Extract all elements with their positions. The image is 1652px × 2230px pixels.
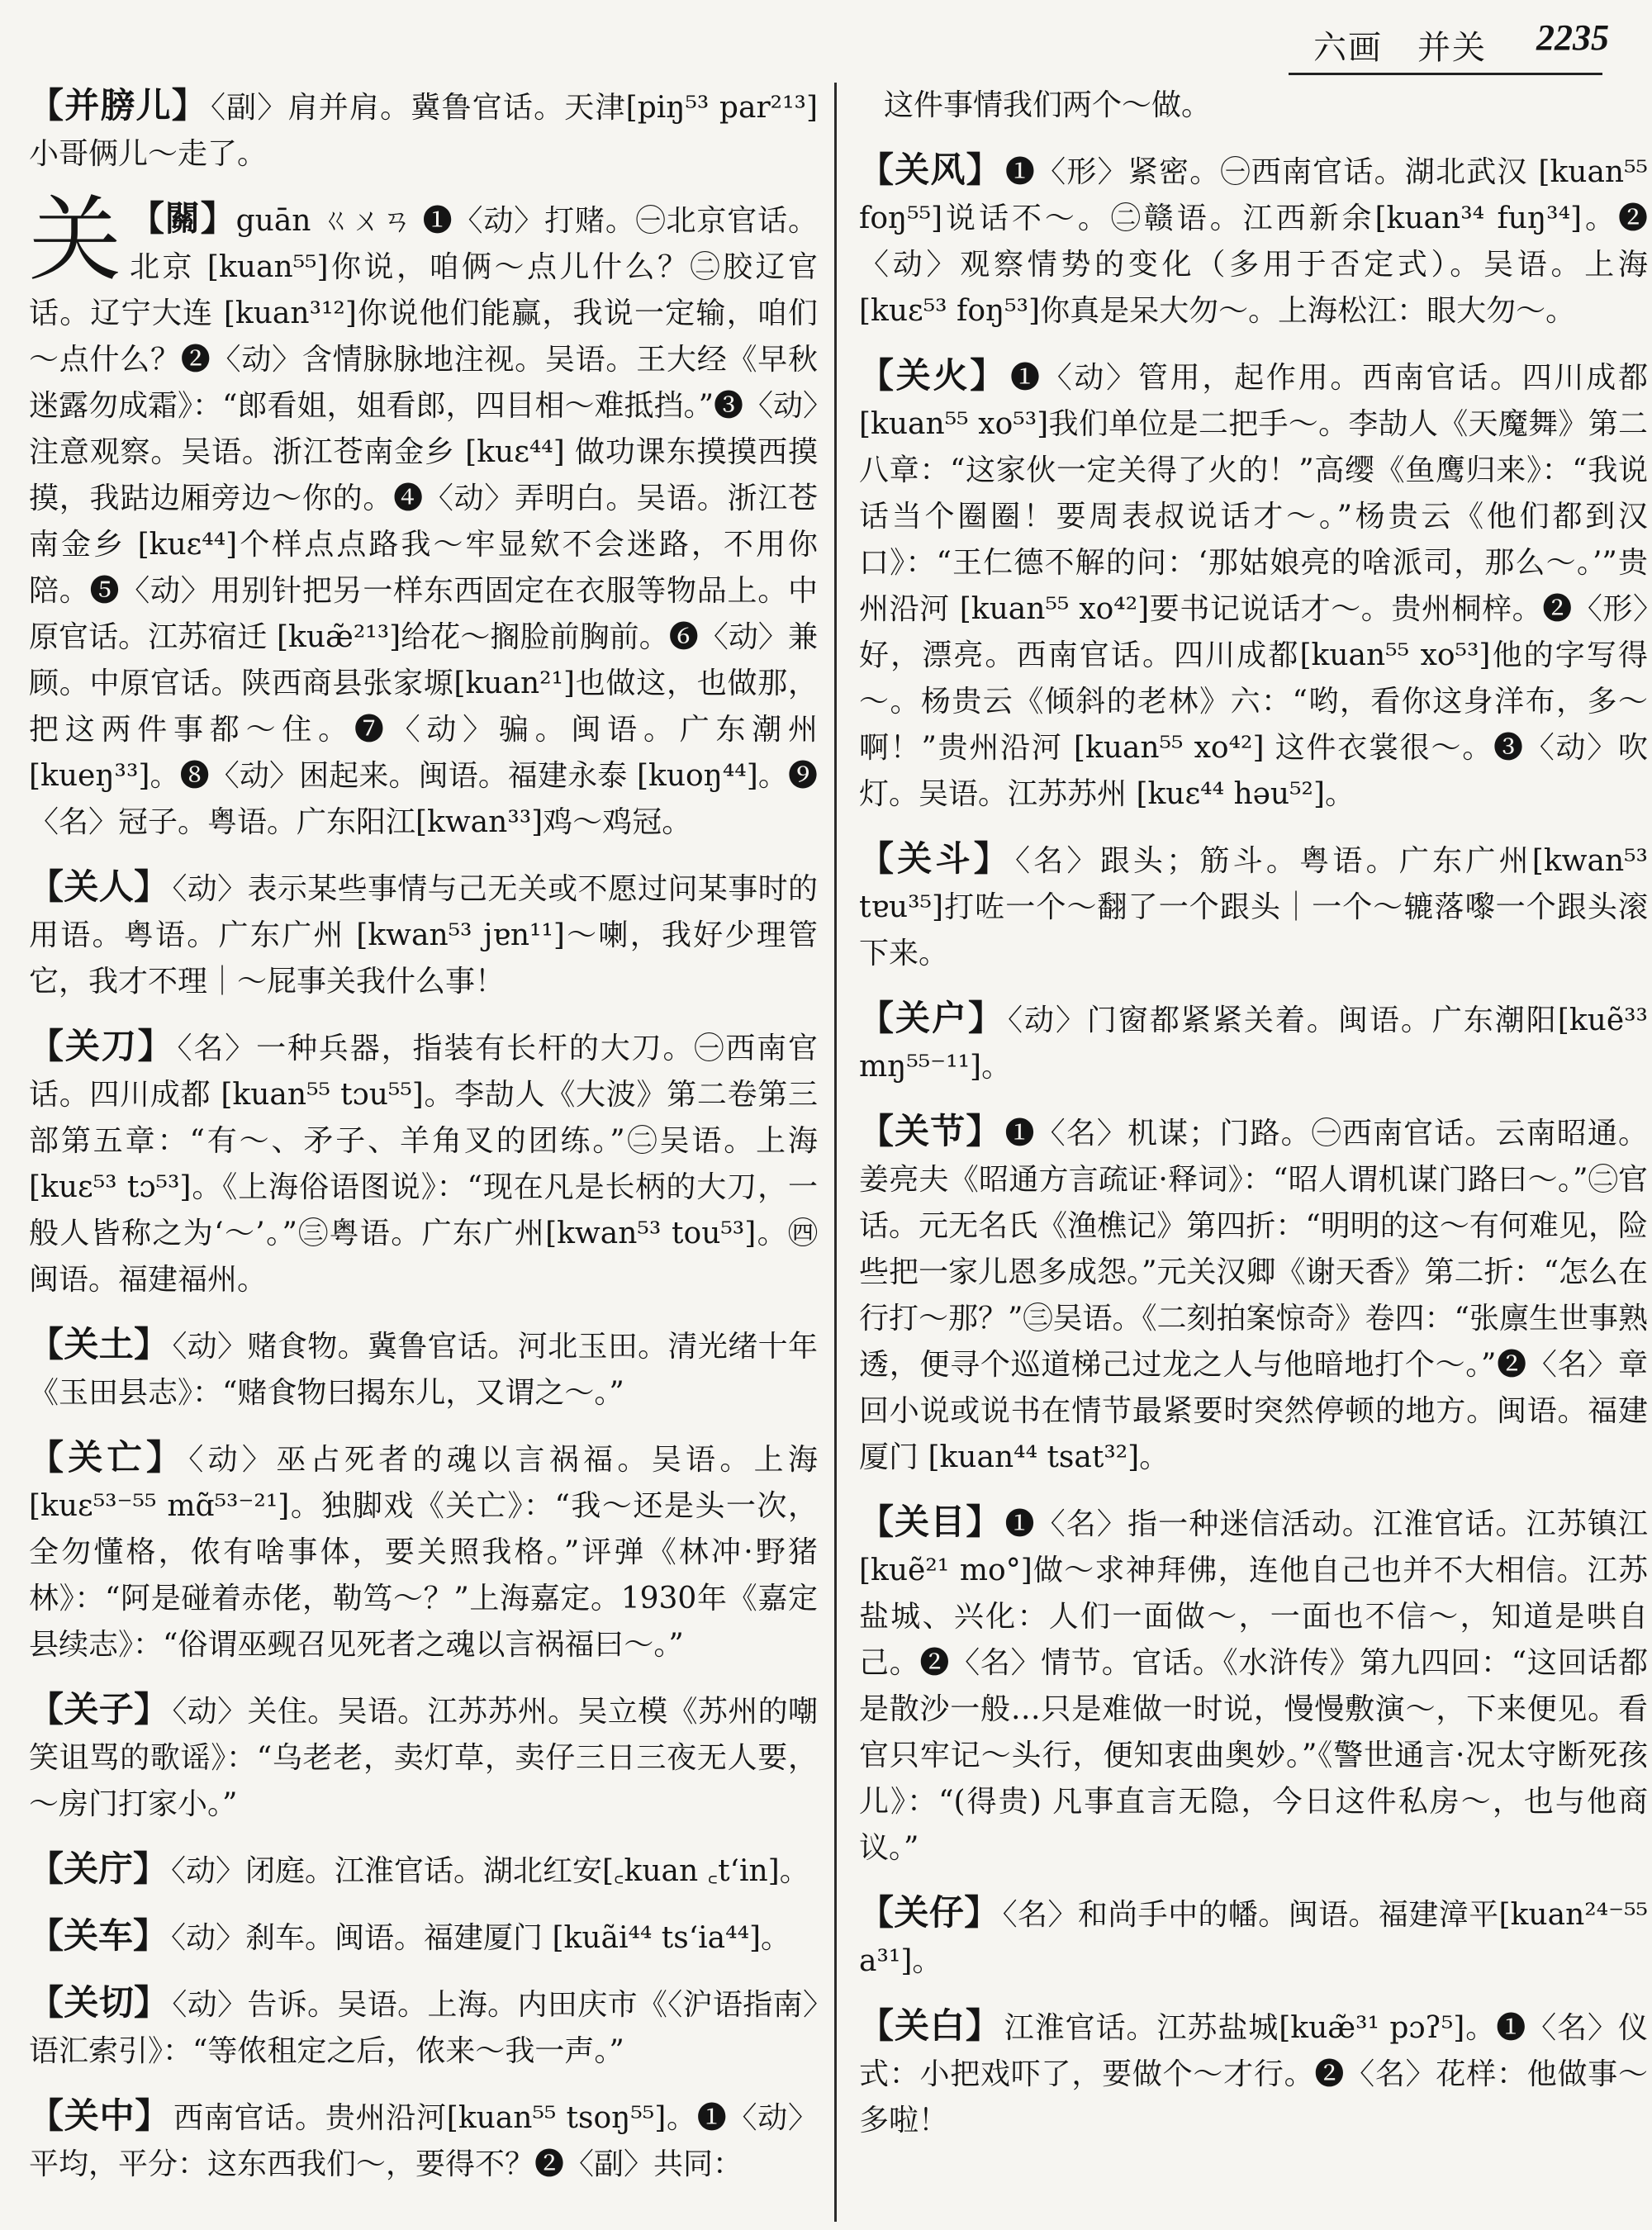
dictionary-entry bbox=[859, 147, 1648, 334]
entry-definition: 〈名〉跟头；筋斗。粤语。广东广州[kwan⁵³ tɐu³⁵]打咗一个～翻了一个跟头｜一个～辘落嚟一个跟头滚下来。 bbox=[859, 844, 1648, 970]
left-column bbox=[29, 83, 818, 2222]
dictionary-entry bbox=[29, 1023, 818, 1303]
entry-definition: 〈名〉一种兵器，指装有长杆的大刀。㊀西南官话。四川成都 [kuan⁵⁵ tɔu⁵⁵]。李劼人《大波》第二卷第三部第五章：“有～、矛子、羊角叉的团练。”㊁吴语。上海[kuɛ⁵³ tɔ⁵³]。《上海俗语图说》：“现在凡是长柄的大刀，一般人皆称之为‘～’。”㊂粤语。广东广州[kwan⁵³ tou⁵³]。㊃闽语。福建福州。 bbox=[29, 1032, 818, 1297]
entry-definition: 〈动〉门窗都紧紧关着。闽语。广东潮阳[kuẽ³³ mŋ⁵⁵⁻¹¹]。 bbox=[859, 1004, 1648, 1084]
entry-definition: ❶〈名〉指一种迷信活动。江淮官话。江苏镇江 [kuẽ²¹ mo°]做～求神拜佛，连他自己也并不大相信。江苏盐城、兴化：人们一面做～，一面也不信～，知道是哄自己。❷〈名〉情节。官话。《水浒传》第九四回：“这回话都是散沙一般…只是难做一时说，慢慢敷演～，下来便见。看官只牢记～头行，便知衷曲奥妙。”《警世通言·况太守断死孩儿》：“(得贵) 凡事直言无隐，今日这件私房～，也与他商议。” bbox=[859, 1507, 1648, 1865]
entry-definition: ❶〈名〉机谋；门路。㊀西南官话。云南昭通。姜亮夫《昭通方言疏证·释词》：“昭人谓机谋门路曰～。”㊁官话。元无名氏《渔樵记》第四折：“明明的这～有何难见，险些把一家儿恩多成怨。”元关汉卿《谢天香》第二折：“怎么在行打～那？”㊂吴语。《二刻拍案惊奇》卷四：“张廪生世事熟透，便寻个巡道梯己过龙之人与他暗地打个～。”❷〈名〉章回小说或说书在情节最紧要时突然停顿的地方。闽语。福建厦门 [kuan⁴⁴ tsat³²]。 bbox=[859, 1117, 1648, 1474]
dictionary-entry bbox=[29, 1435, 818, 1668]
running-header-section: 六画 并关 bbox=[1313, 29, 1487, 67]
entry-headword: 【关仔】 bbox=[859, 1892, 999, 1933]
entry-definition: 西南官话。贵州沿河[kuan⁵⁵ tsoŋ⁵⁵]。❶〈动〉平均，平分：这东西我们～，要得不？❷〈副〉共同： bbox=[29, 2101, 818, 2181]
dictionary-entry-main-character bbox=[29, 187, 818, 846]
dictionary-entry bbox=[859, 836, 1648, 977]
page-header bbox=[0, 15, 1652, 67]
dictionary-entry bbox=[859, 1499, 1648, 1872]
entry-headword: 【关风】 bbox=[859, 149, 1002, 190]
entry-definition: 〈动〉闭庭。江淮官话。湖北红安[꜀kuan ꜀t‘in]。 bbox=[171, 1854, 809, 1888]
dictionary-entry bbox=[29, 1846, 818, 1895]
entry-headword: 【关户】 bbox=[859, 998, 1004, 1038]
dictionary-entry bbox=[29, 1913, 818, 1962]
dictionary-entry bbox=[29, 1321, 818, 1416]
header-rule bbox=[1289, 73, 1602, 75]
entry-headword: 【关庁】 bbox=[29, 1848, 169, 1889]
main-headword-character: 关 bbox=[29, 187, 121, 294]
page-number: 2235 bbox=[1536, 17, 1609, 58]
entry-definition: 〈动〉告诉。吴语。上海。内田庆市《〈沪语指南〉语汇索引》：“等侬租定之后，侬来～我一声。” bbox=[29, 1988, 818, 2068]
traditional-form: 【關】 bbox=[130, 198, 236, 239]
dictionary-entry bbox=[859, 1890, 1648, 1985]
entry-definition: guān ㄍㄨㄢ ❶〈动〉打赌。㊀北京官话。北京 [kuan⁵⁵]你说，咱俩～点儿什么？㊁胶辽官话。辽宁大连 [kuan³¹²]你说他们能赢，我说一定输，咱们～点什么？❷〈动〉含情脉脉地注视。吴语。王大经《早秋迷露勿成霜》：“郎看姐，姐看郎，四目相～难抵挡。”❸〈动〉注意观察。吴语。浙江苍南金乡 [kuɛ⁴⁴] 做功课东摸摸西摸摸，我跍边厢旁边～你的。❹〈动〉弄明白。吴语。浙江苍南金乡 [kuɛ⁴⁴]个样点点路我～牢显欸不会迷路，不用你陪。❺〈动〉用别针把另一样东西固定在衣服等物品上。中原官话。江苏宿迁 [kuæ̃²¹³]给花～搁脸前胸前。❻〈动〉兼顾。中原官话。陕西商县张家塬[kuan²¹]也做这，也做那，把这两件事都～住。❼〈动〉骗。闽语。广东潮州[kueŋ³³]。❽〈动〉困起来。闽语。福建永泰 [kuoŋ⁴⁴]。❾〈名〉冠子。粤语。广东阳江[kwan³³]鸡～鸡冠。 bbox=[29, 204, 818, 839]
entry-definition: 〈动〉关住。吴语。江苏苏州。吴立模《苏州的嘲笑诅骂的歌谣》：“乌老老，卖灯草，卖仔三日三夜无人要，～房门打家小。” bbox=[29, 1695, 818, 1821]
entry-headword: 【关子】 bbox=[29, 1689, 169, 1729]
dictionary-entry bbox=[29, 83, 818, 178]
entry-headword: 【关亡】 bbox=[29, 1437, 186, 1478]
entry-headword: 【关火】 bbox=[859, 355, 1007, 396]
column-divider bbox=[834, 83, 837, 2222]
entry-headword: 【关目】 bbox=[859, 1502, 1002, 1542]
entry-definition: 〈副〉肩并肩。冀鲁官话。天津[piŋ⁵³ par²¹³] 小哥俩儿～走了。 bbox=[29, 91, 818, 171]
entry-headword: 【关切】 bbox=[29, 1982, 169, 2023]
entry-headword: 【关车】 bbox=[29, 1915, 169, 1956]
entry-definition: 〈动〉巫占死者的魂以言祸福。吴语。上海 [kuɛ⁵³⁻⁵⁵ mɑ̃⁵³⁻²¹]。独脚戏《关亡》：“我～还是头一次，全勿懂格，侬有啥事体，要关照我格。”评弹《林冲·野猪林》：“阿是碰着赤佬，勒笃～？”上海嘉定。1930年《嘉定县续志》：“俗谓巫觋召见死者之魂以言祸福曰～。” bbox=[29, 1443, 818, 1662]
entry-definition: 〈动〉赌食物。冀鲁官话。河北玉田。清光绪十年《玉田县志》：“赌食物曰揭东儿，又谓之～。” bbox=[29, 1330, 818, 1410]
entry-definition: 〈动〉表示某些事情与己无关或不愿过问某事时的用语。粤语。广东广州 [kwan⁵³ jɐn¹¹]～喇，我好少理管它，我才不理｜～屁事关我什么事！ bbox=[29, 872, 818, 999]
dictionary-entry bbox=[29, 1687, 818, 1828]
entry-headword: 【关节】 bbox=[859, 1111, 1002, 1151]
dictionary-entry bbox=[29, 2093, 818, 2188]
entry-definition: 江淮官话。江苏盐城[kuæ̃³¹ pɔʔ⁵]。❶〈名〉仪式：小把戏吓了，要做个～才行。❷〈名〉花样：他做事～多啦！ bbox=[859, 2011, 1648, 2137]
dictionary-entry bbox=[29, 864, 818, 1005]
entry-definition: ❶〈形〉紧密。㊀西南官话。湖北武汉 [kuan⁵⁵ foŋ⁵⁵]说话不～。㊁赣语。江西新余[kuan³⁴ fuŋ³⁴]。❷〈动〉观察情势的变化（多用于否定式）。吴语。上海 [kuɛ⁵³ foŋ⁵³]你真是呆大勿～。上海松江：眼大勿～。 bbox=[859, 155, 1648, 328]
entry-definition: 〈名〉和尚手中的幡。闽语。福建漳平[kuan²⁴⁻⁵⁵ a³¹]。 bbox=[859, 1898, 1648, 1978]
entry-headword: 【关中】 bbox=[29, 2095, 171, 2136]
dictionary-entry bbox=[859, 353, 1648, 818]
dictionary-entry bbox=[29, 1980, 818, 2075]
dictionary-entry bbox=[859, 2003, 1648, 2144]
entry-headword: 【关斗】 bbox=[859, 838, 1012, 879]
entry-headword: 【关土】 bbox=[29, 1324, 169, 1364]
entry-continuation: 这件事情我们两个～做。 bbox=[884, 88, 1212, 122]
entry-definition: 〈动〉刹车。闽语。福建厦门 [kuãi⁴⁴ ts‘ia⁴⁴]。 bbox=[171, 1921, 791, 1955]
entry-headword: 【关刀】 bbox=[29, 1026, 174, 1066]
entry-headword: 【关人】 bbox=[29, 866, 169, 907]
entry-headword: 【关白】 bbox=[859, 2005, 1001, 2046]
dictionary-entry bbox=[859, 995, 1648, 1090]
entry-headword: 【并膀儿】 bbox=[29, 85, 207, 126]
right-column bbox=[859, 83, 1648, 2222]
dictionary-entry bbox=[859, 1108, 1648, 1481]
entry-definition: ❶〈动〉管用，起作用。西南官话。四川成都 [kuan⁵⁵ xo⁵³]我们单位是二把手～。李劼人《天魔舞》第二八章：“这家伙一定关得了火的！”高缨《鱼鹰归来》：“我说话当个圈圈！要周表叔说话才～。”杨贵云《他们都到汉口》：“王仁德不解的问：‘那姑娘亮的啥派司，那么～。’”贵州沿河 [kuan⁵⁵ xo⁴²]要书记说话才～。贵州桐梓。❷〈形〉好，漂亮。西南官话。四川成都[kuan⁵⁵ xo⁵³]他的字写得～。杨贵云《倾斜的老林》六：“哟，看你这身洋布，多～啊！”贵州沿河 [kuan⁵⁵ xo⁴²] 这件衣裳很～。❸〈动〉吹灯。吴语。江苏苏州 [kuɛ⁴⁴ həu⁵²]。 bbox=[859, 361, 1648, 811]
